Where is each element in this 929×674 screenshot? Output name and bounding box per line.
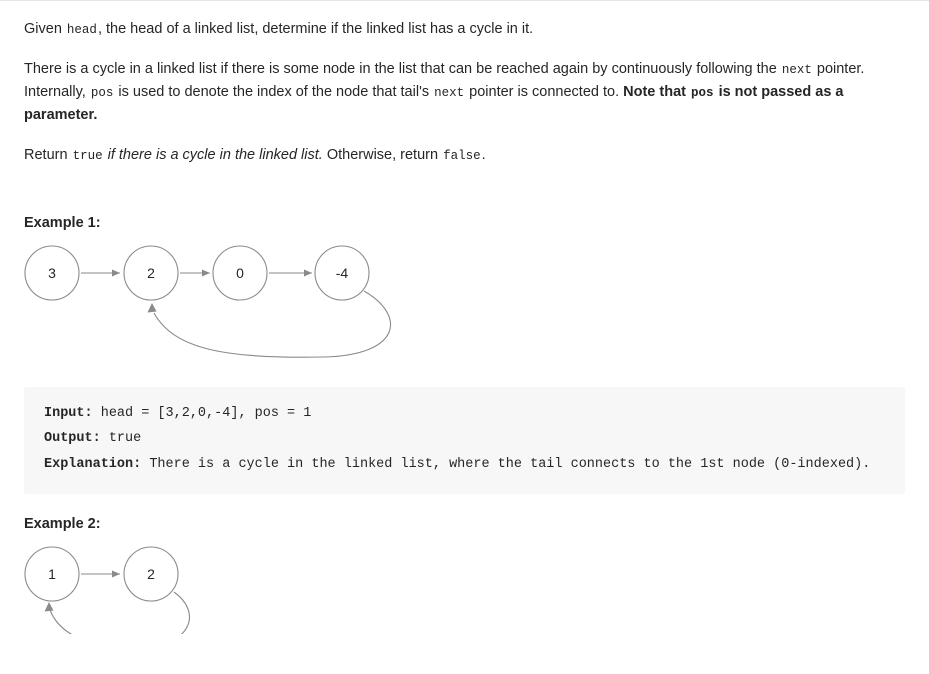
para3-part4: . (481, 146, 486, 163)
arrowhead2-0 (112, 571, 120, 578)
para2-bold1: Note that (623, 83, 686, 100)
para2-part1: There is a cycle in a linked list if there is some node in the list that can be reached again by continuously following the (24, 60, 777, 77)
para3-part1: Return (24, 146, 68, 163)
input-label: Input: (44, 405, 93, 421)
code-false: false (443, 148, 481, 163)
example-2-title: Example 2: (24, 516, 101, 533)
para1-text-after: , the head of a linked list, determine if the linked list has a cycle in it. (97, 21, 534, 37)
linked-list-cycle-diagram-1 (24, 243, 454, 368)
problem-paragraph-2 (24, 58, 905, 127)
para1-text-before: Given (24, 21, 62, 37)
cycle-curve (154, 291, 391, 357)
arrowhead-2 (304, 269, 312, 276)
explanation-value: There is a cycle in the linked list, where the tail connects to the 1st node (0-indexed). (149, 457, 871, 473)
example-1-output-line (44, 426, 885, 452)
cycle2-curve (50, 592, 189, 634)
arrowhead-1 (202, 269, 210, 276)
para2-part4: pointer is connected to. (469, 83, 620, 100)
code-next-1: next (781, 62, 812, 77)
linked-list-cycle-diagram-2 (24, 544, 264, 634)
example-1-io-block (24, 387, 905, 495)
example-1-explanation-line (44, 452, 885, 478)
para3-part2: if there is a cycle in the linked list. (107, 146, 323, 163)
top-divider (0, 0, 929, 1)
problem-paragraph-3 (24, 144, 905, 167)
para2-part2: pointer. Internally, (24, 60, 865, 100)
node-label-0: 3 (48, 264, 56, 281)
input-value: head = [3,2,0,-4], pos = 1 (100, 405, 312, 421)
explanation-label: Explanation: (44, 457, 142, 473)
arrowhead2-cycle (45, 602, 54, 612)
arrowhead-0 (112, 269, 120, 276)
para2-part3: is used to denote the index of the node that tail's (118, 83, 430, 100)
example-1-input-line (44, 401, 885, 427)
node-label-3: -4 (335, 264, 349, 281)
node-label-2: 0 (236, 264, 244, 281)
para2-bold2: is not passed as a parameter. (24, 83, 844, 123)
node-label-1: 2 (147, 264, 155, 281)
arrowhead-cycle (148, 303, 157, 313)
example-1-diagram (24, 243, 905, 373)
para3-part3: Otherwise, return (326, 146, 439, 163)
code-head: head (66, 23, 97, 37)
code-next-2: next (434, 85, 465, 100)
output-label: Output: (44, 431, 101, 447)
code-true: true (72, 148, 103, 163)
example-2-diagram (24, 544, 905, 639)
node2-label-0: 1 (48, 566, 56, 583)
output-value: true (108, 431, 142, 447)
problem-paragraph-1 (24, 18, 905, 41)
node2-label-1: 2 (147, 566, 155, 583)
example-1-title: Example 1: (24, 214, 101, 231)
code-pos-2: pos (691, 85, 714, 100)
code-pos-1: pos (90, 85, 114, 100)
